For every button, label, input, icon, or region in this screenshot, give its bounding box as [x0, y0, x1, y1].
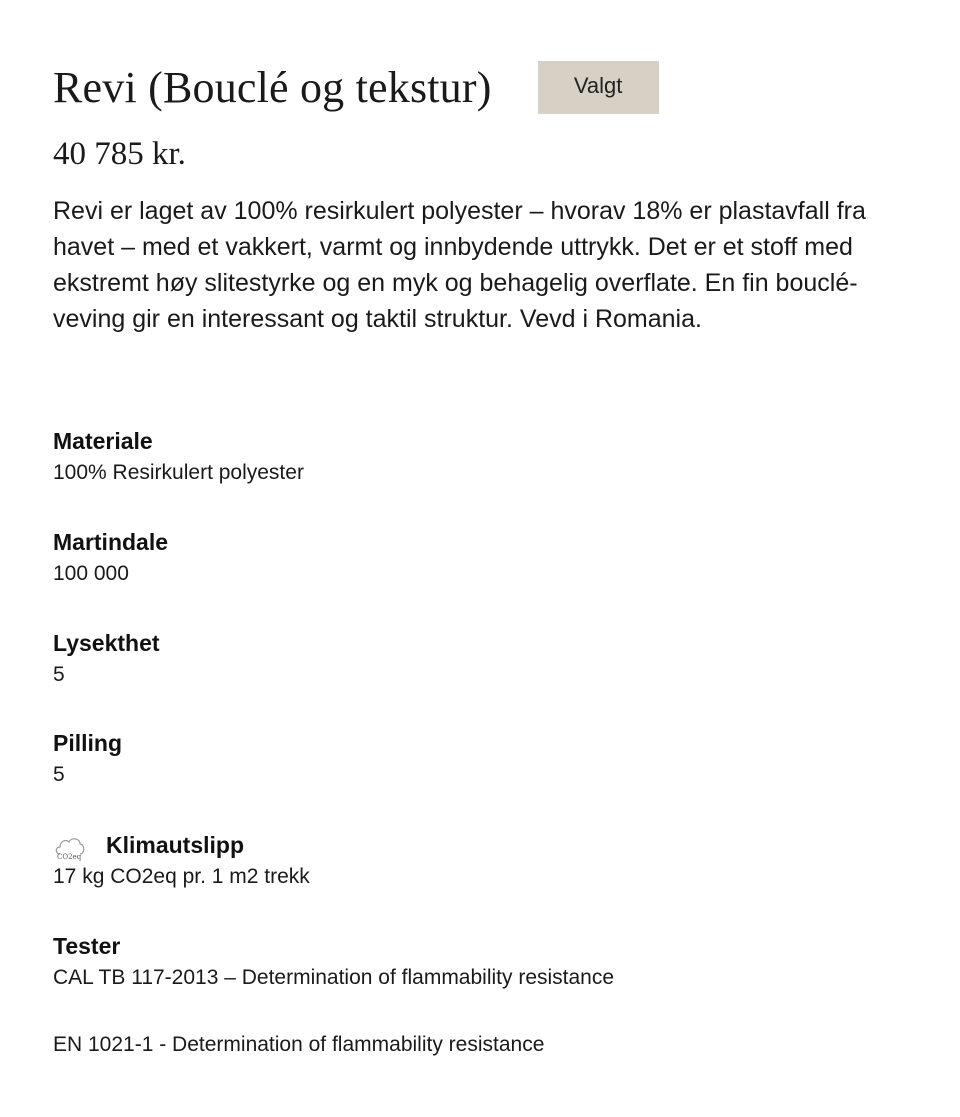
product-description: Revi er laget av 100% resirkulert polyester – hvorav 18% er plastavfall fra havet – med et vakkert, varmt og innbydende uttrykk. Det er et stoff med ekstremt høy slitestyrke og en myk og behagelig overflate. En fin bouclé-veving gir en interessant og taktil struktur. Vevd i Romania.	[53, 197, 866, 333]
spec-value: 100 000	[53, 562, 129, 585]
spec-label: Lysekthet	[53, 630, 160, 656]
spec-label: Tester	[53, 933, 121, 959]
product-title: Revi (Bouclé og tekstur)	[53, 63, 492, 112]
co2-cloud-icon	[53, 832, 87, 862]
spec-materiale	[53, 426, 304, 488]
selected-button[interactable]: Valgt	[538, 61, 659, 114]
spec-value: 100% Resirkulert polyester	[53, 461, 304, 484]
klima-header	[53, 828, 310, 862]
spec-label: Martindale	[53, 529, 169, 555]
spec-value: 17 kg CO2eq pr. 1 m2 trekk	[53, 865, 310, 888]
spec-value: CAL TB 117-2013 – Determination of flammability resistance	[53, 966, 615, 989]
spec-tester	[53, 931, 614, 1060]
spec-martindale	[53, 527, 168, 589]
spec-pilling	[53, 728, 122, 790]
spec-value: EN 1021-1 - Determination of flammability resistance	[53, 1033, 545, 1056]
spec-label: Klimautslipp	[106, 832, 245, 858]
spec-label: Pilling	[53, 730, 122, 756]
co2-icon-text: CO2eq	[57, 853, 82, 861]
spec-klimautslipp	[53, 828, 310, 892]
spec-lysekthet	[53, 628, 160, 690]
title-row	[53, 58, 659, 118]
spec-value: 5	[53, 663, 65, 686]
spec-label: Materiale	[53, 428, 153, 454]
product-price: 40 785 kr.	[53, 136, 186, 172]
spec-value: 5	[53, 763, 65, 786]
